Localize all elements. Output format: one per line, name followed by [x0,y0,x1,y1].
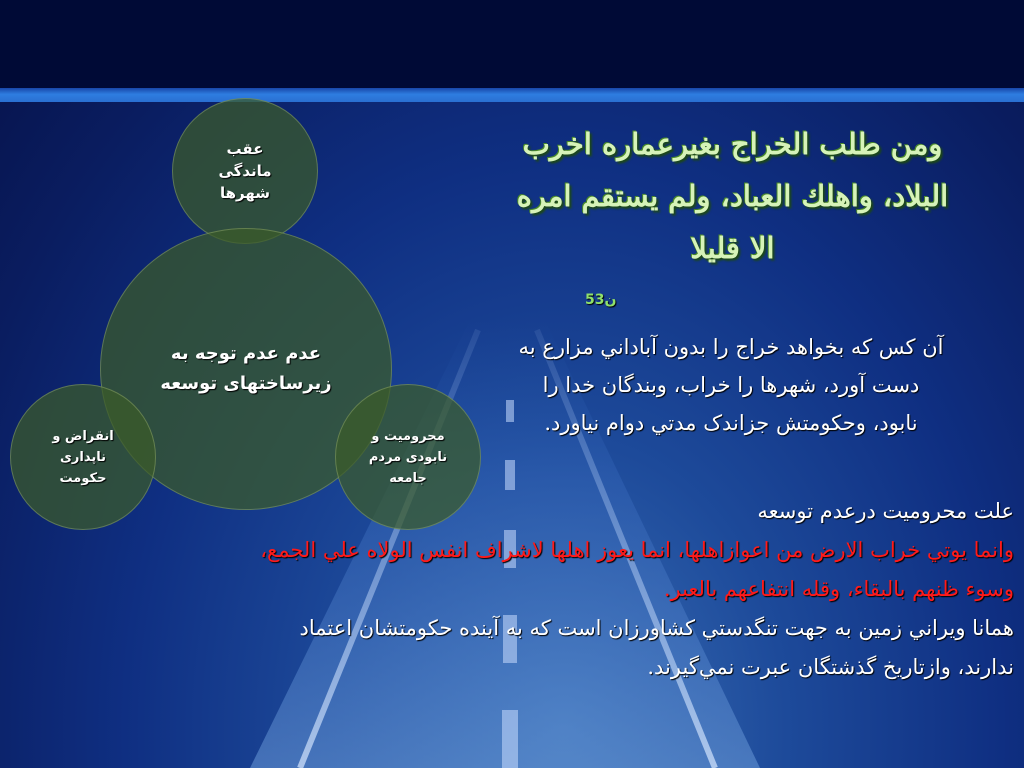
final-line-1: همانا ويراني زمين به جهت تنگدستي کشاورزان است که به آينده حکومتشان اعتماد [299,616,1014,640]
circle-left-line-2: ناپداری [59,449,106,465]
body-text [8,492,1014,687]
translation-line-2: دست آورد، شهرها را خراب، وبندگان خدا را [542,373,920,397]
final-line-2: ندارند، وازتاريخ گذشتگان عبرت نمي‌گيرند. [647,655,1014,679]
quote-line-2: البلاد، واهلك العباد، ولم يستقم امره [516,179,949,213]
translation-line-3: نابود، وحکومتش جزاندک مدتي دوام نياورد. [544,411,918,435]
circle-top-line-3: شهرها [219,184,271,202]
circle-center-line-2: زیرساختهای توسعه [160,373,332,394]
circle-top-line-1: عقب [226,140,264,158]
circle-top-line-2: ماندگی [218,162,272,180]
persian-translation [450,328,1012,442]
circle-right-line-1: محرومیت و [371,428,445,444]
translation-line-1: آن کس که بخواهد خراج را بدون آباداني مزارع به [518,335,944,359]
header-band [0,0,1024,88]
red-quote-line-1: وانما يوتي خراب الارض من اعوازاهلها، انما يعوز اهلها لاشراف انفس الولاه علي الجمع، [260,538,1014,562]
circle-right-line-2: نابودی مردم [368,449,448,465]
circle-left-line-3: حکومت [59,470,107,486]
circle-underdevelopment-of-cities [172,98,318,244]
quote-reference: ن53 [585,292,617,308]
circle-right-line-3: جامعه [389,470,427,486]
quote-line-3: الا قليلا [690,231,775,265]
red-quote-line-2: وسوء ظنهم بالبقاء، وقله انتفاعهم بالعبر. [663,577,1014,601]
circle-left-line-1: انقراض و [52,428,114,444]
arabic-quote [455,118,1010,274]
quote-line-1: ومن طلب الخراج بغيرعماره اخرب [522,127,943,161]
cause-heading: علت محروميت درعدم توسعه [757,499,1014,523]
circle-center-line-1: عدم عدم توجه به [170,343,322,364]
